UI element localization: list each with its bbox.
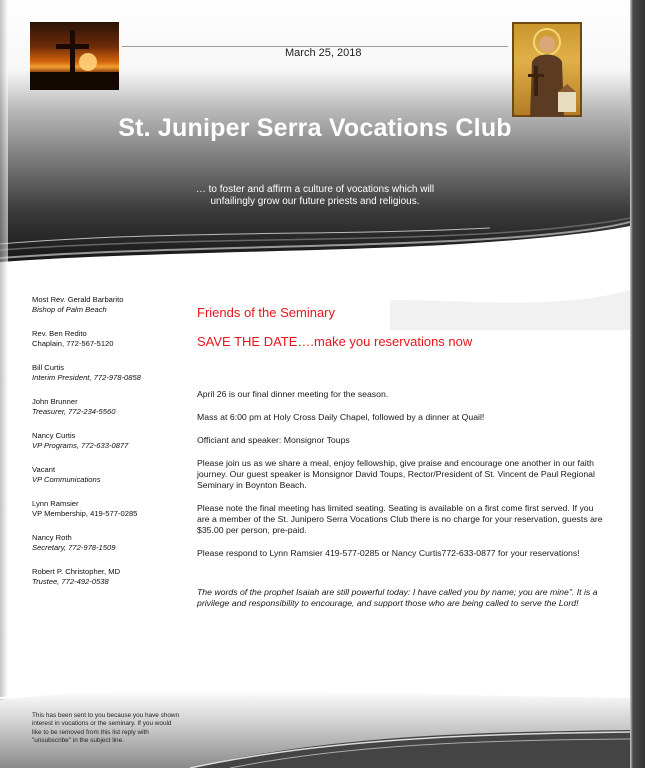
friends-heading: Friends of the Seminary — [197, 305, 336, 320]
officer-entry — [32, 567, 192, 587]
officer-entry — [32, 465, 192, 485]
officer-name: Rev. Ben Redito — [32, 329, 87, 338]
officer-entry — [32, 363, 192, 383]
officer-role: Bishop of Palm Beach — [32, 305, 107, 314]
officer-name: Nancy Roth — [32, 533, 72, 542]
isaiah-quote: The words of the prophet Isaiah are still powerful today: I have called you by name; you are mine". It is a privilege and responsibility to encourage, and support those who are being called to serve the Lord! — [197, 587, 598, 608]
paragraph: Please respond to Lynn Ramsier 419-577-0285 or Nancy Curtis772-633-0877 for your reservations! — [197, 548, 580, 558]
officer-name: Nancy Curtis — [32, 431, 76, 440]
paragraph: Mass at 6:00 pm at Holy Cross Daily Chapel, followed by a dinner at Quail! — [197, 412, 485, 422]
footer-wave — [0, 640, 630, 768]
paragraph: April 26 is our final dinner meeting for the season. — [197, 389, 389, 399]
officer-name: Most Rev. Gerald Barbarito — [32, 295, 124, 304]
save-the-date-heading: SAVE THE DATE….make you reservations now — [197, 334, 473, 349]
officer-role: Treasurer, 772-234-5560 — [32, 407, 116, 416]
officer-entry — [32, 295, 192, 315]
page-title: St. Juniper Serra Vocations Club — [118, 114, 512, 142]
newsletter-date: March 25, 2018 — [285, 47, 362, 59]
officer-role: Trustee, 772-492-0538 — [32, 577, 109, 586]
saint-portrait-image — [512, 22, 582, 117]
officer-role: Chaplain, 772-567-5120 — [32, 339, 114, 348]
window-edge — [630, 0, 645, 768]
officer-role: Secretary, 772-978-1509 — [32, 543, 116, 552]
officer-entry — [32, 431, 192, 451]
officer-name: Bill Curtis — [32, 363, 65, 372]
officer-entry — [32, 499, 192, 519]
officer-entry — [32, 397, 192, 417]
paragraph: Please join us as we share a meal, enjoy fellowship, give praise and encourage one another in our faith journey. Our guest speaker is Monsignor David Toups, Rector/President of St. Vincent de Paul Regional Seminary in Boynton Beach. — [197, 458, 595, 490]
officer-name: Lynn Ramsier — [32, 499, 79, 508]
officers-list — [32, 295, 192, 601]
officer-entry — [32, 533, 192, 553]
officer-entry — [32, 329, 192, 349]
paragraph: Officiant and speaker: Monsignor Toups — [197, 435, 350, 445]
officer-name: Vacant — [32, 465, 56, 474]
unsubscribe-note: This has been sent to you because you have shown interest in vocations or the seminary. If you would like to be removed from this list reply with "unsubscribe" in the subject line. — [32, 712, 180, 745]
officer-name: John Brunner — [32, 397, 78, 406]
paragraph: Please note the final meeting has limited seating. Seating is available on a first come first served. If you are a member of the St. Junipero Serra Vocations Club there is no charge for your reservation, guests are $35.00 per person, pre-paid. — [197, 503, 603, 535]
officer-role: VP Programs, 772-633-0877 — [32, 441, 129, 450]
officer-role: VP Membership, 419-577-0285 — [32, 509, 138, 518]
club-tagline: … to foster and affirm a culture of vocations which will unfailingly grow our future priests and religious. — [195, 184, 435, 207]
officer-role: VP Communications — [32, 475, 101, 484]
officer-name: Robert P. Christopher, MD — [32, 567, 121, 576]
officer-role: Interim President, 772-978-0858 — [32, 373, 141, 382]
sunset-cross-image — [30, 22, 119, 90]
announcement-body — [197, 389, 607, 621]
